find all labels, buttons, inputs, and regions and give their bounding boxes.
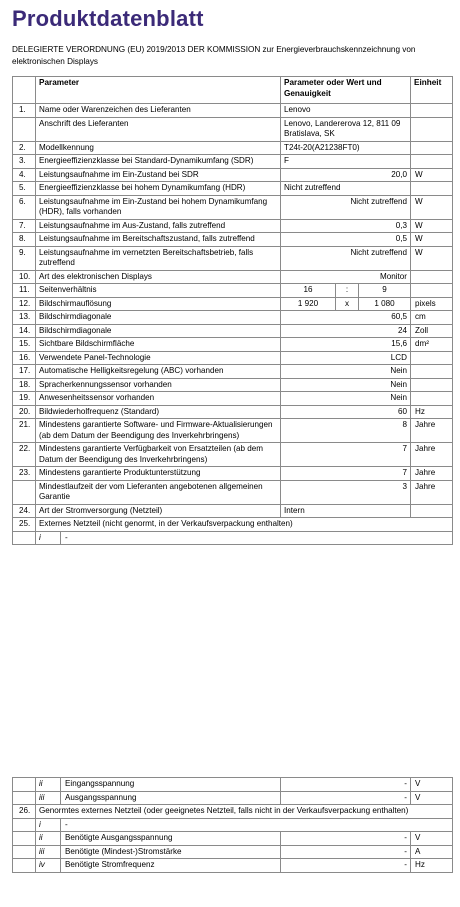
row-number xyxy=(13,117,36,141)
row-unit: Zoll xyxy=(411,324,453,338)
row-unit xyxy=(411,155,453,169)
row-number: 6. xyxy=(13,195,36,219)
sub-row-text: Benötigte Stromfrequenz xyxy=(65,860,155,869)
sub-row-index: iii xyxy=(36,846,61,859)
row-parameter: Externes Netzteil (nicht genormt, in der Verkaufsverpackung enthalten) xyxy=(36,518,453,532)
row-parameter: Energieeffizienzklasse bei hohem Dynamikumfang (HDR) xyxy=(36,182,281,196)
header-number xyxy=(13,77,36,104)
row-parameter: Leistungsaufnahme im Ein-Zustand bei hohem Dynamikumfang (HDR), falls vorhanden xyxy=(36,195,281,219)
row-value: 15,6 xyxy=(281,338,411,352)
sub-row-index: iv xyxy=(36,859,61,872)
row-unit: Jahre xyxy=(411,480,453,504)
row-parameter: Mindestens garantierte Software- und Firmware-Aktualisierungen (ab dem Datum der Beendigung des Inverkehrbringens) xyxy=(36,419,281,443)
header-unit: Einheit xyxy=(411,77,453,104)
row-value: 60,5 xyxy=(281,311,411,325)
row-value: 8 xyxy=(281,419,411,443)
table-row xyxy=(13,155,453,169)
row-value: - xyxy=(281,778,411,792)
row-value: Lenovo, Landererova 12, 811 09 Bratislava, SK xyxy=(281,117,411,141)
row-unit: W xyxy=(411,246,453,270)
sub-row-text: Ausgangsspannung xyxy=(65,792,137,802)
aspect-width: 16 xyxy=(281,284,336,297)
row-value xyxy=(281,297,411,311)
row-parameter: Spracherkennungssensor vorhanden xyxy=(36,378,281,392)
sub-row xyxy=(36,791,281,805)
row-unit: V xyxy=(411,791,453,805)
product-data-table xyxy=(12,76,453,545)
table-row xyxy=(13,338,453,352)
row-unit: Jahre xyxy=(411,467,453,481)
row-parameter: Bildwiederholfrequenz (Standard) xyxy=(36,405,281,419)
row-number: 22. xyxy=(13,443,36,467)
row-number: 20. xyxy=(13,405,36,419)
row-value: - xyxy=(281,832,411,846)
row-number: 3. xyxy=(13,155,36,169)
row-number: 21. xyxy=(13,419,36,443)
table-header-row xyxy=(13,77,453,104)
row-unit: Hz xyxy=(411,859,453,873)
table-row xyxy=(13,467,453,481)
row-value: - xyxy=(281,845,411,859)
row-number-empty xyxy=(13,791,36,805)
row-number: 23. xyxy=(13,467,36,481)
header-value: Parameter oder Wert und Genauigkeit xyxy=(281,77,411,104)
row-unit: Jahre xyxy=(411,443,453,467)
sub-row-index: ii xyxy=(36,778,61,791)
row-unit xyxy=(411,270,453,284)
row-unit: dm² xyxy=(411,338,453,352)
table-row xyxy=(13,168,453,182)
sub-row-index: ii xyxy=(36,832,61,845)
row-value: 20,0 xyxy=(281,168,411,182)
table-row xyxy=(13,778,453,792)
row-value: Nicht zutreffend xyxy=(281,195,411,219)
row-number: 15. xyxy=(13,338,36,352)
table-row xyxy=(13,195,453,219)
row-number-empty xyxy=(13,818,36,832)
sub-row-text: Benötigte Ausgangsspannung xyxy=(65,833,173,842)
row-number: 13. xyxy=(13,311,36,325)
sub-row-text: - xyxy=(65,819,68,829)
row-value: LCD xyxy=(281,351,411,365)
table-row xyxy=(13,284,453,298)
table-row xyxy=(13,443,453,467)
row-unit: W xyxy=(411,195,453,219)
row-parameter: Seitenverhältnis xyxy=(36,284,281,298)
row-number xyxy=(13,480,36,504)
row-value: - xyxy=(281,859,411,873)
row-number: 8. xyxy=(13,233,36,247)
row-value: 3 xyxy=(281,480,411,504)
row-value: Nein xyxy=(281,392,411,406)
row-value: 0,5 xyxy=(281,233,411,247)
table-row xyxy=(13,791,453,805)
row-value: Nein xyxy=(281,378,411,392)
table-row xyxy=(13,845,453,859)
row-parameter: Mindestlaufzeit der vom Lieferanten angebotenen allgemeinen Garantie xyxy=(36,480,281,504)
row-value: 7 xyxy=(281,467,411,481)
table-row xyxy=(13,480,453,504)
row-value: Nicht zutreffend xyxy=(281,182,411,196)
row-parameter: Art des elektronischen Displays xyxy=(36,270,281,284)
sub-row xyxy=(36,845,281,859)
row-parameter: Name oder Warenzeichen des Lieferanten xyxy=(36,104,281,118)
table-row xyxy=(13,233,453,247)
row-unit xyxy=(411,182,453,196)
sub-row xyxy=(36,832,281,846)
row-number: 16. xyxy=(13,351,36,365)
table-row xyxy=(13,351,453,365)
table-row xyxy=(13,117,453,141)
row-value: Nein xyxy=(281,365,411,379)
resolution-width: 1 920 xyxy=(281,298,336,311)
row-number: 1. xyxy=(13,104,36,118)
regulation-subtitle: DELEGIERTE VERORDNUNG (EU) 2019/2013 DER KOMMISSION zur Energieverbrauchskennzeichnung von elektronischen Displays xyxy=(12,45,416,66)
sub-row xyxy=(36,859,281,873)
row-parameter: Bildschirmauflösung xyxy=(36,297,281,311)
row-parameter: Modellkennung xyxy=(36,141,281,155)
row-unit: pixels xyxy=(411,297,453,311)
row-value: 24 xyxy=(281,324,411,338)
row-value: - xyxy=(281,791,411,805)
row-unit xyxy=(411,392,453,406)
sub-row xyxy=(36,818,453,832)
row-number: 10. xyxy=(13,270,36,284)
row-number: 12. xyxy=(13,297,36,311)
row-unit xyxy=(411,284,453,298)
table-row xyxy=(13,392,453,406)
row-unit: Hz xyxy=(411,405,453,419)
row-number: 11. xyxy=(13,284,36,298)
row-number: 24. xyxy=(13,504,36,518)
row-unit: V xyxy=(411,832,453,846)
table-row xyxy=(13,518,453,532)
row-unit: W xyxy=(411,233,453,247)
row-number-empty xyxy=(13,845,36,859)
sub-row-text: - xyxy=(65,532,68,542)
row-value: 0,3 xyxy=(281,219,411,233)
row-number: 18. xyxy=(13,378,36,392)
row-unit xyxy=(411,104,453,118)
sub-row xyxy=(36,778,281,792)
row-parameter: Art der Stromversorgung (Netzteil) xyxy=(36,504,281,518)
row-value: 60 xyxy=(281,405,411,419)
table-row xyxy=(13,141,453,155)
sub-row xyxy=(36,531,453,545)
sub-row-index: i xyxy=(36,532,61,545)
row-unit: Jahre xyxy=(411,419,453,443)
row-value: Intern xyxy=(281,504,411,518)
row-number: 26. xyxy=(13,805,36,819)
sub-row-index: iii xyxy=(36,792,61,805)
aspect-separator: : xyxy=(336,284,359,297)
table-row xyxy=(13,378,453,392)
row-parameter: Verwendete Panel-Technologie xyxy=(36,351,281,365)
table-row xyxy=(13,818,453,832)
row-number: 19. xyxy=(13,392,36,406)
row-unit xyxy=(411,365,453,379)
row-parameter: Anschrift des Lieferanten xyxy=(36,117,281,141)
table-row xyxy=(13,246,453,270)
row-unit: W xyxy=(411,219,453,233)
sub-row-text: Benötigte (Mindest-)Stromstärke xyxy=(65,846,182,856)
row-value xyxy=(281,284,411,298)
row-parameter: Automatische Helligkeitsregelung (ABC) vorhanden xyxy=(36,365,281,379)
table-row xyxy=(13,311,453,325)
row-parameter: Anwesenheitssensor vorhanden xyxy=(36,392,281,406)
row-parameter: Energieeffizienzklasse bei Standard-Dynamikumfang (SDR) xyxy=(36,155,281,169)
row-parameter: Leistungsaufnahme im Ein-Zustand bei SDR xyxy=(36,168,281,182)
table-row xyxy=(13,270,453,284)
row-unit xyxy=(411,378,453,392)
row-unit xyxy=(411,504,453,518)
table-row xyxy=(13,832,453,846)
resolution-height: 1 080 xyxy=(374,298,395,308)
resolution-separator: x xyxy=(336,298,359,311)
row-number: 2. xyxy=(13,141,36,155)
row-value: Nicht zutreffend xyxy=(281,246,411,270)
aspect-height: 9 xyxy=(382,285,387,294)
header-parameter: Parameter xyxy=(36,77,281,104)
row-value: Lenovo xyxy=(281,104,411,118)
row-unit: V xyxy=(411,778,453,792)
row-unit: A xyxy=(411,845,453,859)
table-row xyxy=(13,531,453,545)
row-number: 9. xyxy=(13,246,36,270)
row-number: 25. xyxy=(13,518,36,532)
row-value: 7 xyxy=(281,443,411,467)
row-unit xyxy=(411,117,453,141)
product-data-table-continued xyxy=(12,777,453,873)
row-number-empty xyxy=(13,859,36,873)
table-row xyxy=(13,182,453,196)
row-parameter: Genormtes externes Netzteil (oder geeignetes Netzteil, falls nicht in der Verkaufsverpackung enthalten) xyxy=(36,805,453,819)
row-unit xyxy=(411,141,453,155)
table-row xyxy=(13,219,453,233)
table-row xyxy=(13,504,453,518)
row-number-empty xyxy=(13,778,36,792)
row-parameter: Mindestens garantierte Verfügbarkeit von Ersatzteilen (ab dem Datum der Beendigung des Inverkehrbringens) xyxy=(36,443,281,467)
row-number: 17. xyxy=(13,365,36,379)
row-number: 5. xyxy=(13,182,36,196)
row-parameter: Leistungsaufnahme im vernetzten Bereitschaftsbetrieb, falls zutreffend xyxy=(36,246,281,270)
table-row xyxy=(13,365,453,379)
row-parameter: Mindestens garantierte Produktunterstützung xyxy=(36,467,281,481)
row-unit: W xyxy=(411,168,453,182)
row-value: Monitor xyxy=(281,270,411,284)
table-row xyxy=(13,859,453,873)
row-number-empty xyxy=(13,832,36,846)
row-value: F xyxy=(281,155,411,169)
row-parameter: Bildschirmdiagonale xyxy=(36,324,281,338)
row-number-empty xyxy=(13,531,36,545)
row-unit xyxy=(411,351,453,365)
page-title: Produktdatenblatt xyxy=(12,6,204,31)
table-row xyxy=(13,405,453,419)
table-row xyxy=(13,104,453,118)
row-value: T24t-20(A21238FT0) xyxy=(281,141,411,155)
table-row xyxy=(13,297,453,311)
row-parameter: Sichtbare Bildschirmfläche xyxy=(36,338,281,352)
table-row xyxy=(13,805,453,819)
sub-row-index: i xyxy=(36,819,61,832)
row-unit: cm xyxy=(411,311,453,325)
row-number: 14. xyxy=(13,324,36,338)
sub-row-text: Eingangsspannung xyxy=(65,779,135,788)
row-number: 4. xyxy=(13,168,36,182)
row-parameter: Leistungsaufnahme im Aus-Zustand, falls zutreffend xyxy=(36,219,281,233)
row-number: 7. xyxy=(13,219,36,233)
row-parameter: Leistungsaufnahme im Bereitschaftszustand, falls zutreffend xyxy=(36,233,281,247)
table-row xyxy=(13,419,453,443)
table-row xyxy=(13,324,453,338)
row-parameter: Bildschirmdiagonale xyxy=(36,311,281,325)
